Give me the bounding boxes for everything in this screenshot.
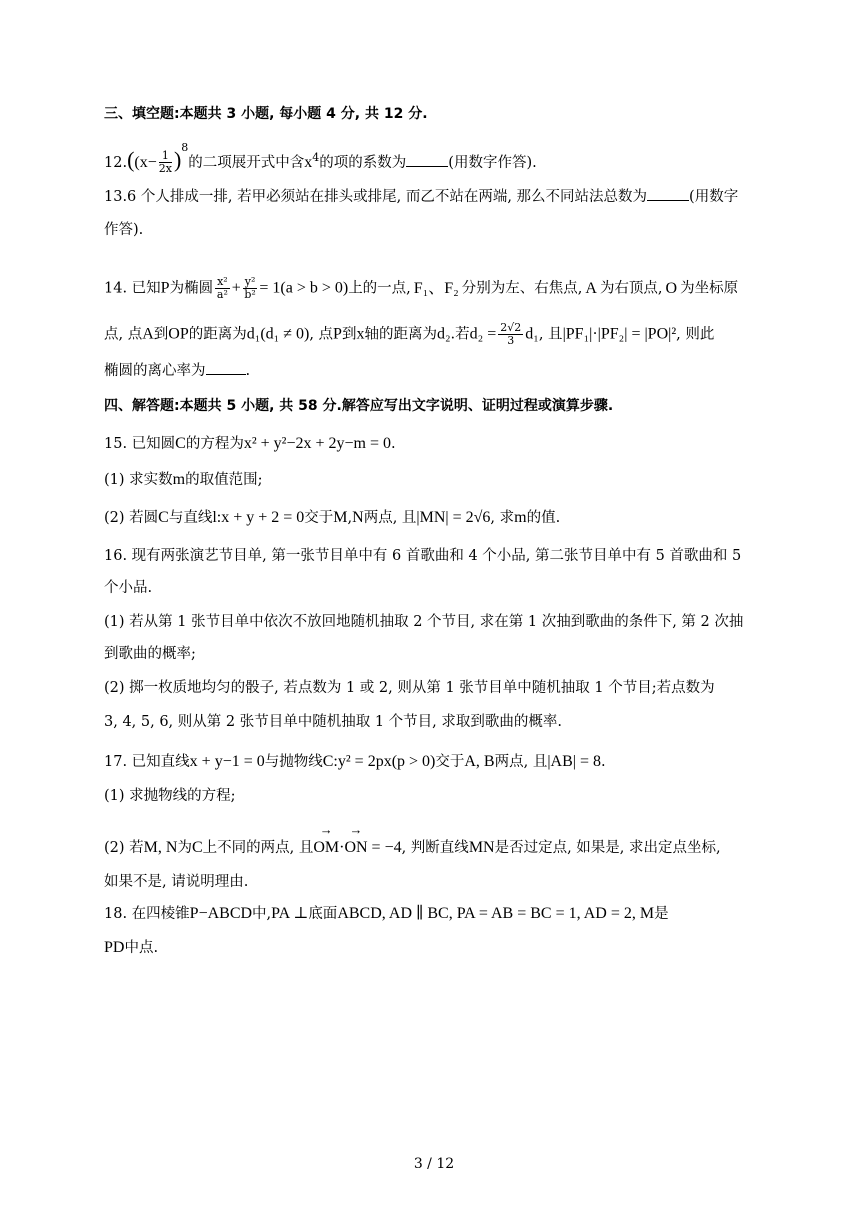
question-16-part1-line2: 到歌曲的概率; [104, 646, 196, 662]
question-16-part2-line1: (2) 掷一枚质地均匀的骰子, 若点数为 1 或 2, 则从第 1 张节目单中随机抽取 1 个节目;若点数为 [104, 680, 715, 696]
question-15-part1: (1) 求实数m的取值范围; [104, 471, 263, 488]
answer-blank [206, 360, 246, 375]
question-16-line2: 个小品. [104, 580, 153, 596]
fraction-y2-b2: $\frac{\text{y²}}{\text{b²}}$ [244, 275, 256, 301]
question-16-part1-line1: (1) 若从第 1 张节目单中依次不放回地随机抽取 2 个节目, 求在第 1 次抽到歌曲的条件下, 第 2 次抽 [104, 614, 744, 630]
question-16-line1: 16. 现有两张演艺节目单, 第一张节目单中有 6 首歌曲和 4 个小品, 第二张节目单中有 5 首歌曲和 5 [104, 548, 742, 564]
question-15-part2: (2) 若圆C与直线l:x + y + 2 = 0交于M,N两点, 且|MN| = 2√6, 求m的值. [104, 509, 561, 526]
question-17-part1: (1) 求抛物线的方程; [104, 788, 236, 804]
answer-blank [647, 186, 689, 201]
question-14-line3: 椭圆的离心率为 . [104, 360, 250, 381]
question-17: 17. 已知直线x + y−1 = 0与抛物线C:y² = 2px(p > 0)交于A, B两点, 且|AB| = 8. [104, 753, 606, 770]
fraction-1-over-2x: $\frac{1}{2x}$ [158, 149, 172, 176]
vector-on: → ON [344, 838, 367, 858]
question-12: 12.((x− $\frac{1}{2x}$ )$^8$的二项展开式中含$x^4$的项的系数为 (用数字作答). [104, 141, 537, 176]
answer-blank [406, 152, 448, 167]
question-13-line2: 作答). [104, 222, 144, 238]
page-number: 3 / 12 [413, 1156, 455, 1172]
question-17-part3: 如果不是, 请说明理由. [104, 874, 249, 890]
vector-om: → OM [313, 838, 339, 858]
question-14-line1: 14. 已知P为椭圆 $\frac{\text{x²}}{\text{a²}}$ + $\frac{\text{y²}}{\text{b²}}$ = 1(a > b > 0)上的一点, F₁、F₂ 分别为左、右焦点, A 为右顶点, O 为坐标原 [104, 275, 739, 301]
question-18-line2: PD中点. [104, 939, 159, 956]
question-17-part2: (2) 若M, N为C上不同的两点, 且→ OM·→ ON = −4, 判断直线MN是否过定点, 如果是, 求出定点坐标, [104, 838, 721, 858]
question-16-part2-line2: 3, 4, 5, 6, 则从第 2 张节目单中随机抽取 1 个节目, 求取到歌曲的概率. [104, 714, 562, 730]
question-15: 15. 已知圆C的方程为x² + y²−2x + 2y−m = 0. [104, 435, 396, 452]
section-4-title: 四、解答题:本题共 5 小题, 共 58 分.解答应写出文字说明、证明过程或演算步骤. [104, 398, 614, 414]
question-18-line1: 18. 在四棱锥P−ABCD中,PA ⊥底面ABCD, AD ∥ BC, PA = AB = BC = 1, AD = 2, M是 [104, 905, 669, 922]
section-3-title: 三、填空题:本题共 3 小题, 每小题 4 分, 共 12 分. [104, 106, 428, 122]
question-13-line1: 13.6 个人排成一排, 若甲必须站在排头或排尾, 而乙不站在两端, 那么不同站法总数为 (用数字 [104, 186, 738, 207]
fraction-2sqrt2-over-3: $\frac{2√2}{3}$ [500, 321, 522, 347]
fraction-x2-a2: $\frac{\text{x²}}{\text{a²}}$ [216, 275, 228, 301]
question-14-line2: 点, 点A到OP的距离为d₁(d₁ ≠ 0), 点P到x轴的距离为d₂.若d₂ = $\frac{2√2}{3}$ d₁, 且|PF₁|·|PF₂| = |PO|², 则此 [104, 321, 715, 347]
